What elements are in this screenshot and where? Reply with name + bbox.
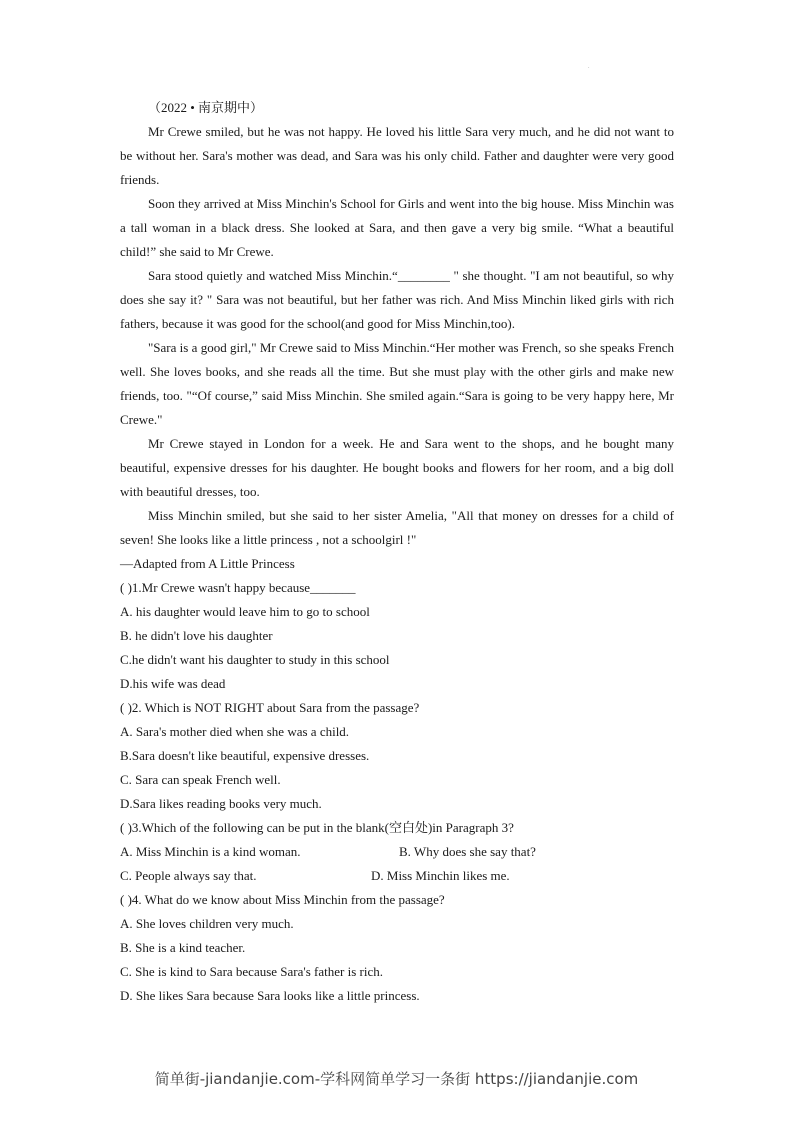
paragraph-1: Mr Crewe smiled, but he was not happy. He loved his little Sara very much, and he did not want to be without her. Sara's mother was dead, and Sara was his only child. Father and daughter were very good friends. — [120, 124, 674, 187]
option-c: C.he didn't want his daughter to study in this school — [120, 652, 390, 667]
paragraph-6: Miss Minchin smiled, but she said to her sister Amelia, "All that money on dresses for a child of seven! She looks like a little princess , not a schoolgirl !" — [120, 508, 674, 547]
option-b: B. She is a kind teacher. — [120, 940, 246, 955]
option-c: C. She is kind to Sara because Sara's father is rich. — [120, 964, 383, 979]
option-a: A. Miss Minchin is a kind woman. — [120, 844, 301, 859]
option-c: C. Sara can speak French well. — [120, 772, 281, 787]
option-d: D. She likes Sara because Sara looks like a little princess. — [120, 988, 420, 1003]
question-1 — [120, 576, 674, 696]
option-a: A. Sara's mother died when she was a child. — [120, 724, 350, 739]
paragraph-2: Soon they arrived at Miss Minchin's School for Girls and went into the big house. Miss Minchin was a tall woman in a black dress. She looked at Sara, and then gave a very big smile. “What a beautiful child!” she said to Mr Crewe. — [120, 196, 674, 259]
source-label: （2022 • 南京期中） — [148, 100, 264, 115]
question-stem: ( )2. Which is NOT RIGHT about Sara from the passage? — [120, 700, 420, 715]
option-d: D. Miss Minchin likes me. — [371, 868, 510, 883]
option-d: D.Sara likes reading books very much. — [120, 796, 322, 811]
question-stem: ( )3.Which of the following can be put in the blank(空白处)in Paragraph 3? — [120, 820, 514, 835]
options-row-2 — [120, 864, 674, 888]
option-b: B.Sara doesn't like beautiful, expensive dresses. — [120, 748, 370, 763]
option-b: B. Why does she say that? — [399, 844, 536, 859]
document-body — [120, 96, 674, 1008]
option-a: A. She loves children very much. — [120, 916, 294, 931]
question-3 — [120, 816, 674, 888]
question-stem: ( )1.Mr Crewe wasn't happy because_______ — [120, 580, 356, 595]
adapted-note: —Adapted from A Little Princess — [120, 556, 295, 571]
paragraph-5: Mr Crewe stayed in London for a week. He and Sara went to the shops, and he bought many beautiful, expensive dresses for his daughter. He bought books and flowers for her room, and a big doll with beautiful dresses, too. — [120, 436, 674, 499]
option-c: C. People always say that. — [120, 868, 257, 883]
options-row-1 — [120, 840, 674, 864]
paragraph-4: "Sara is a good girl," Mr Crewe said to Miss Minchin.“Her mother was French, so she speaks French well. She loves books, and she reads all the time. But she must play with the other girls and make new friends, too. "“Of course,” said Miss Minchin. She smiled again.“Sara is going to be very happy here, Mr Crewe." — [120, 340, 674, 427]
question-stem: ( )4. What do we know about Miss Minchin from the passage? — [120, 892, 445, 907]
footer-watermark: 简单街-jiandanjie.com-学科网简单学习一条街 https://jiandanjie.com — [154, 1070, 639, 1088]
option-b: B. he didn't love his daughter — [120, 628, 273, 643]
option-a: A. his daughter would leave him to go to school — [120, 604, 370, 619]
header-dot: . — [588, 64, 590, 70]
question-2 — [120, 696, 674, 816]
paragraph-3: Sara stood quietly and watched Miss Minchin.“________ " she thought. "I am not beautiful, so why does she say it? " Sara was not beautiful, but her father was rich. And Miss Minchin liked girls with rich fathers, because it was good for the school(and good for Miss Minchin,too). — [120, 268, 674, 331]
option-d: D.his wife was dead — [120, 676, 226, 691]
question-4 — [120, 888, 674, 1008]
